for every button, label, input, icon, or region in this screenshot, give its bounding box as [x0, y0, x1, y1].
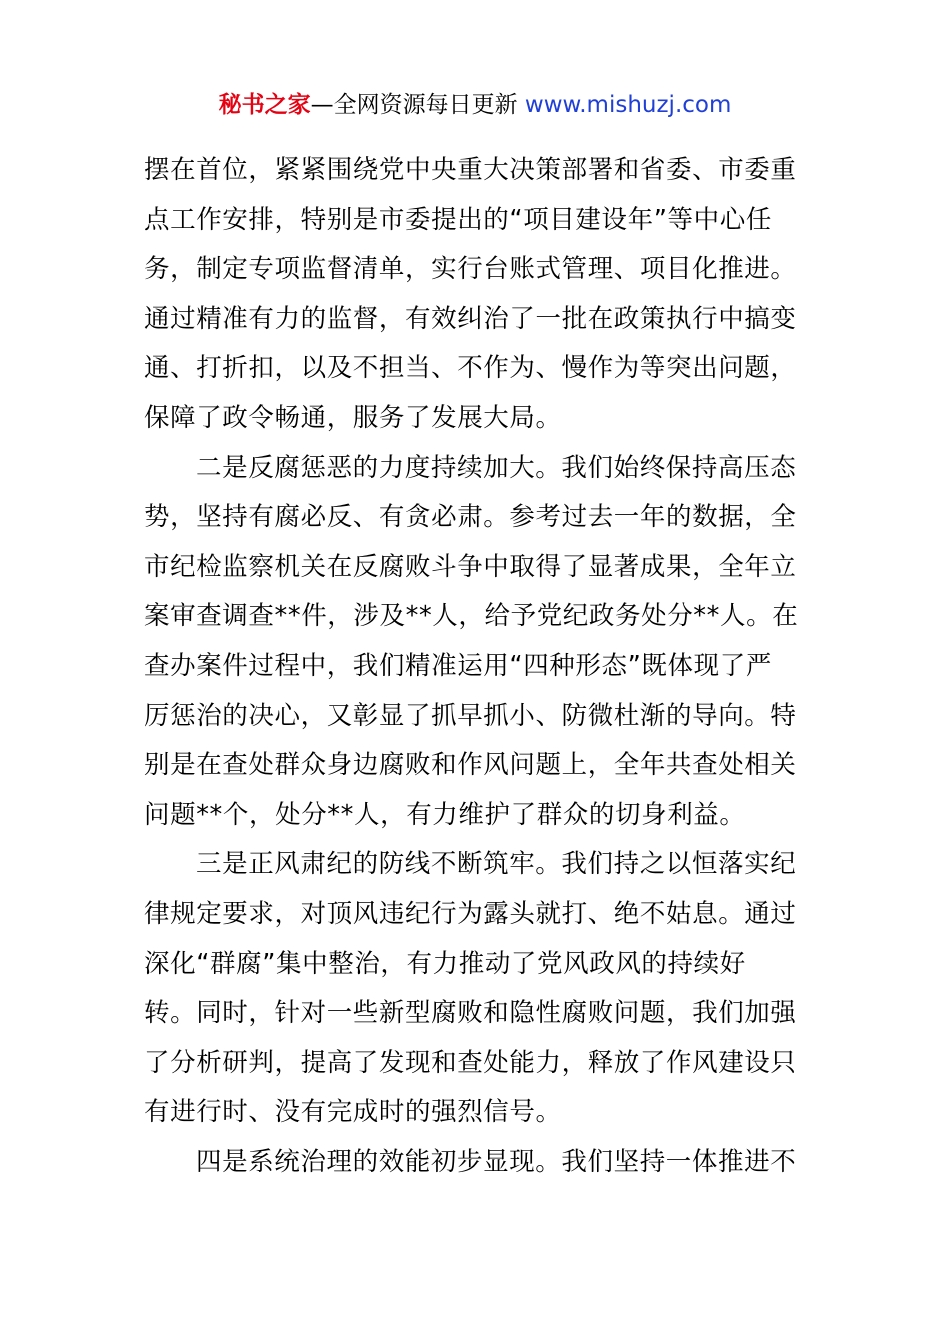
paragraph-start-line: 三是正风肃纪的防线不断筑牢。我们持之以恒落实纪	[196, 849, 797, 880]
text-line: 问题**个，处分**人，有力维护了群众的切身利益。	[144, 799, 746, 830]
text-line: 通过精准有力的监督，有效纠治了一批在政策执行中搞变	[144, 303, 797, 334]
document-body	[144, 146, 816, 1187]
text-line: 市纪检监察机关在反腐败斗争中取得了显著成果，全年立	[144, 551, 797, 582]
text-line: 势，坚持有腐必反、有贪必肃。参考过去一年的数据，全	[144, 502, 797, 533]
header-tagline: —全网资源每日更新	[310, 92, 525, 118]
paragraph-start-line: 四是系统治理的效能初步显现。我们坚持一体推进不	[196, 1146, 797, 1177]
text-line: 保障了政令畅通，服务了发展大局。	[144, 402, 562, 433]
text-line: 深化“群腐”集中整治，有力推动了党风政风的持续好	[144, 948, 746, 979]
text-line: 摆在首位，紧紧围绕党中央重大决策部署和省委、市委重	[144, 155, 797, 185]
text-line: 别是在查处群众身边腐败和作风问题上，全年共查处相关	[144, 750, 797, 781]
text-line: 务，制定专项监督清单，实行台账式管理、项目化推进。	[144, 254, 797, 285]
text-line: 厉惩治的决心，又彰显了抓早抓小、防微杜渐的导向。特	[144, 700, 797, 731]
text-line: 有进行时、没有完成时的强烈信号。	[144, 1097, 562, 1128]
text-line: 点工作安排，特别是市委提出的“项目建设年”等中心任	[144, 204, 772, 235]
text-line: 查办案件过程中，我们精准运用“四种形态”既体现了严	[144, 650, 772, 681]
brand-name: 秘书之家	[218, 92, 311, 118]
paragraph-start-line: 二是反腐惩恶的力度持续加大。我们始终保持高压态	[196, 452, 797, 483]
page-header	[0, 88, 950, 122]
text-line: 律规定要求，对顶风违纪行为露头就打、绝不姑息。通过	[144, 898, 797, 929]
text-line: 了分析研判，提高了发现和查处能力，释放了作风建设只	[144, 1047, 797, 1078]
text-line: 通、打折扣，以及不担当、不作为、慢作为等突出问题，	[144, 353, 797, 384]
header-url-link[interactable]: www.mishuzj.com	[524, 92, 732, 118]
text-line: 案审查调查**件，涉及**人，给予党纪政务处分**人。在	[144, 601, 799, 632]
text-line: 转。同时，针对一些新型腐败和隐性腐败问题，我们加强	[144, 998, 797, 1029]
